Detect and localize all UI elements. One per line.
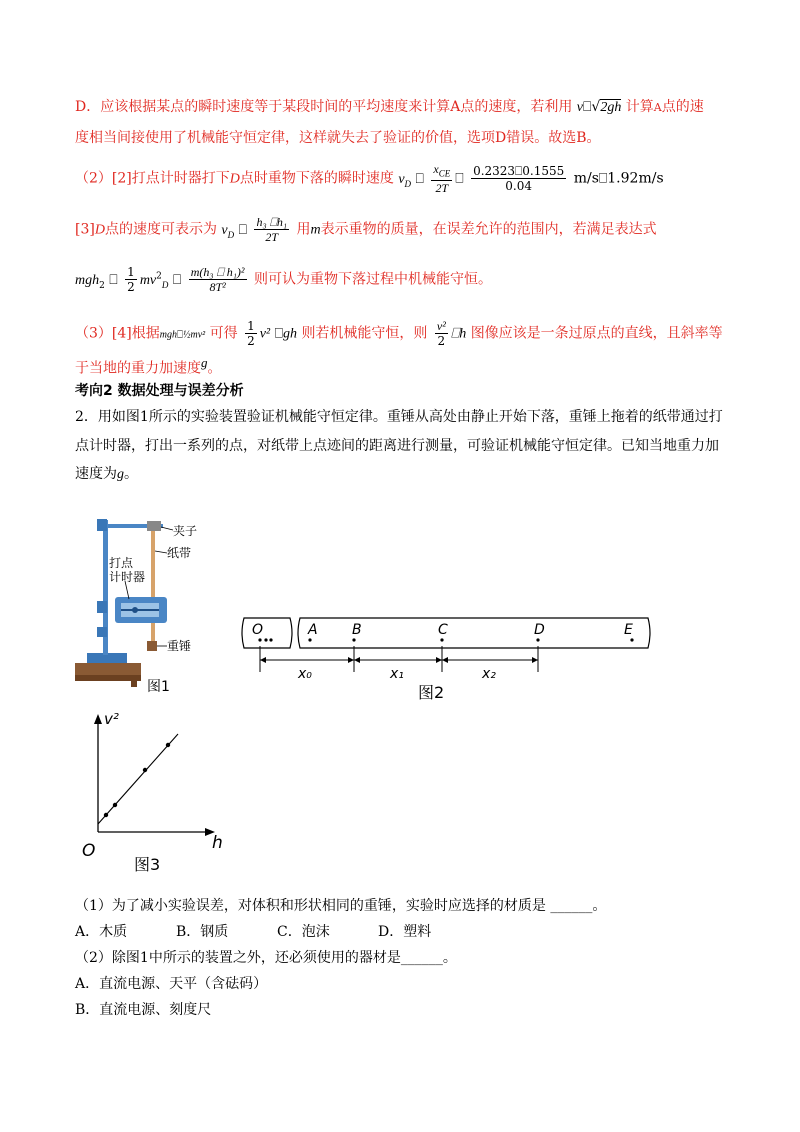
tape-segment-2 <box>298 618 650 648</box>
answer-text: （3）[4]根据 <box>75 325 160 342</box>
answer-p2 <box>75 162 664 195</box>
answer-text: 则若机械能守恒，则 <box>301 325 428 342</box>
tape-dot-c <box>440 638 443 641</box>
table-leg <box>131 675 137 687</box>
tape-dot-e <box>630 638 633 641</box>
data-point <box>166 743 170 747</box>
fraction-values: $\frac{0.2323⎕0.1555}{0.04}$ <box>473 164 565 194</box>
x-axis-label: h <box>212 833 223 853</box>
formula-vd: $v_D$ ⎕ <box>398 170 424 189</box>
formula-half-mv2: ½mv² <box>182 329 206 341</box>
answer-text: 用 <box>296 221 311 238</box>
answer-p5 <box>75 319 723 348</box>
data-point <box>104 813 108 817</box>
clamp <box>147 521 161 531</box>
formula-mgh: mgh <box>159 329 177 341</box>
figure-1-apparatus <box>75 515 225 695</box>
caption-fig1: 图1 <box>147 679 170 695</box>
tape-dot-b <box>352 638 355 641</box>
tape-dot <box>258 638 261 641</box>
q2-option-b[interactable]: B．直流电源、刻度尺 <box>75 1002 212 1018</box>
formula-g: g <box>117 467 124 482</box>
answer-text: 表示重物的质量，在误差允许的范围内，若满足表达式 <box>320 221 657 238</box>
formula-box: ⎕ <box>455 170 464 187</box>
formula-h: ⎕h <box>450 326 467 342</box>
data-point <box>143 768 147 772</box>
q1-option-c[interactable]: C．泡沫 <box>277 924 330 940</box>
label-timer-1: 打点 <box>109 556 134 570</box>
answer-text: [3] <box>75 221 95 238</box>
answer-p4 <box>75 265 492 295</box>
answer-text: 。 <box>207 360 222 377</box>
timer-knob <box>132 607 138 613</box>
fraction-energy: $\frac{\text{m(h₃ ⎕ h₁)²}}{\text{8T²}}$ <box>190 265 245 294</box>
answer-text: 图像应该是一条过原点的直线，且斜率等 <box>470 325 723 342</box>
formula-vd: $v_D$ ⎕ <box>221 221 247 240</box>
question-line-1: 2．用如图1所示的实验装置验证机械能守恒定律。重锤从高处由静止开始下落，重锤上拖着的纸带通过打 <box>75 409 723 425</box>
low-clamp-joint <box>97 627 107 637</box>
fraction-half: $\frac{1}{2}$ <box>247 319 255 348</box>
q2-stem: （2）除图1中所示的装置之外，还必须使用的器材是______。 <box>75 950 457 966</box>
formula-gh: gh <box>282 326 297 342</box>
q1-option-a[interactable]: A．木质 <box>75 924 128 940</box>
answer-text: 于当地的重力加速度 <box>75 360 201 377</box>
y-axis-label: v² <box>104 710 119 728</box>
label-point-e: E <box>624 622 633 638</box>
answer-text: D <box>94 222 105 238</box>
answer-d-line2: 度相当间接使用了机械能守恒定律，这样就失去了验证的价值，选项D错误。故选B。 <box>75 130 601 146</box>
figure-2-tape <box>238 608 658 703</box>
question-line-3 <box>75 464 138 485</box>
leader-tape <box>155 551 167 553</box>
paper-tape <box>151 531 155 651</box>
answer-p6 <box>75 353 222 379</box>
caption-fig2: 图2 <box>418 683 445 702</box>
sqrt-sign: √ <box>591 99 601 115</box>
y-axis-arrow <box>94 714 102 724</box>
formula-mvd2: $mv^2_D$ ⎕ <box>139 270 182 290</box>
fraction-xce: $\frac{x_{CE}}{2T}$ <box>433 162 451 196</box>
answer-text: A <box>653 101 662 114</box>
answer-text: 点时重物下落的瞬时速度 <box>239 170 394 187</box>
fraction-h3h1: $\frac{\text{h₃ ⎕h₁}}{2T}$ <box>256 215 287 244</box>
formula-sqrt: 2gh <box>600 100 622 115</box>
fraction-v2-2: $\frac{\text{v²}}{2}$ <box>436 319 446 348</box>
answer-text: 可得 <box>209 325 238 342</box>
tape-dot <box>264 638 267 641</box>
label-weight: 重锤 <box>167 639 192 653</box>
answer-text: 点的速度可表示为 <box>104 221 217 238</box>
section-title: 考向2 数据处理与误差分析 <box>75 383 244 399</box>
question-line-2: 点计时器，打出一系列的点，对纸带上点迹间的距离进行测量，可验证机械能守恒定律。已知当地重力加 <box>75 438 719 454</box>
label-point-a: A <box>308 622 318 638</box>
leader-clamp <box>161 527 173 530</box>
label-clamp: 夹子 <box>173 524 198 538</box>
fit-line <box>98 734 178 824</box>
formula-g: g <box>201 355 208 370</box>
label-tape: 纸带 <box>167 546 192 560</box>
answer-text: 则可认为重物下落过程中机械能守恒。 <box>253 271 492 288</box>
answer-p3 <box>75 215 657 244</box>
fraction-half: $\frac{1}{2}$ <box>127 265 135 294</box>
question-text: 速度为 <box>75 466 117 482</box>
q2-option-a[interactable]: A．直流电源、天平（含砝码） <box>75 976 268 992</box>
q1-option-b[interactable]: B．钢质 <box>176 924 229 940</box>
answer-text: （2）[2]打点计时器打下 <box>75 170 230 187</box>
unit-text: m/s⎕1.92m/s <box>573 170 664 187</box>
tape-segment-1 <box>242 618 292 648</box>
q1-stem: （1）为了减小实验误差，对体积和形状相同的重锤，实验时应选择的材质是 ______。 <box>75 898 607 914</box>
q1-option-d[interactable]: D．塑料 <box>378 924 432 940</box>
label-point-d: D <box>534 622 545 638</box>
answer-d-line1 <box>75 97 704 118</box>
caption-fig3: 图3 <box>134 855 161 874</box>
data-point <box>113 803 117 807</box>
formula-v2: v² <box>259 326 271 342</box>
mid-clamp-joint <box>97 601 107 613</box>
question-text: 。 <box>124 466 138 482</box>
top-clamp-joint <box>97 519 107 531</box>
answer-text: 计算 <box>625 99 654 115</box>
figure-3-graph <box>78 708 238 878</box>
formula-box: ⎕ <box>176 329 183 341</box>
table-top <box>75 663 141 675</box>
formula-box: ⎕ <box>583 99 592 115</box>
tape-dot-a <box>308 638 311 641</box>
label-x1: x₁ <box>390 666 404 682</box>
formula-mgh2: mgh$_2$ ⎕ <box>75 271 118 291</box>
answer-text: D <box>229 171 240 187</box>
label-point-c: C <box>438 622 448 638</box>
weight <box>147 641 157 651</box>
label-x2: x₂ <box>482 666 496 682</box>
formula-v: v <box>576 100 584 115</box>
tape-dot <box>269 638 272 641</box>
label-x0: x₀ <box>298 666 312 682</box>
label-point-o: O <box>252 622 264 638</box>
formula-box: ⎕ <box>274 325 283 342</box>
label-timer-2: 计时器 <box>109 570 146 584</box>
origin-label: O <box>82 841 96 861</box>
label-point-b: B <box>352 622 362 638</box>
tape-dot-d <box>536 638 539 641</box>
answer-text: 点的速 <box>661 99 704 115</box>
formula-m: m <box>310 222 321 238</box>
answer-text: D．应该根据某点的瞬时速度等于某段时间的平均速度来计算A点的速度，若利用 <box>75 99 573 115</box>
